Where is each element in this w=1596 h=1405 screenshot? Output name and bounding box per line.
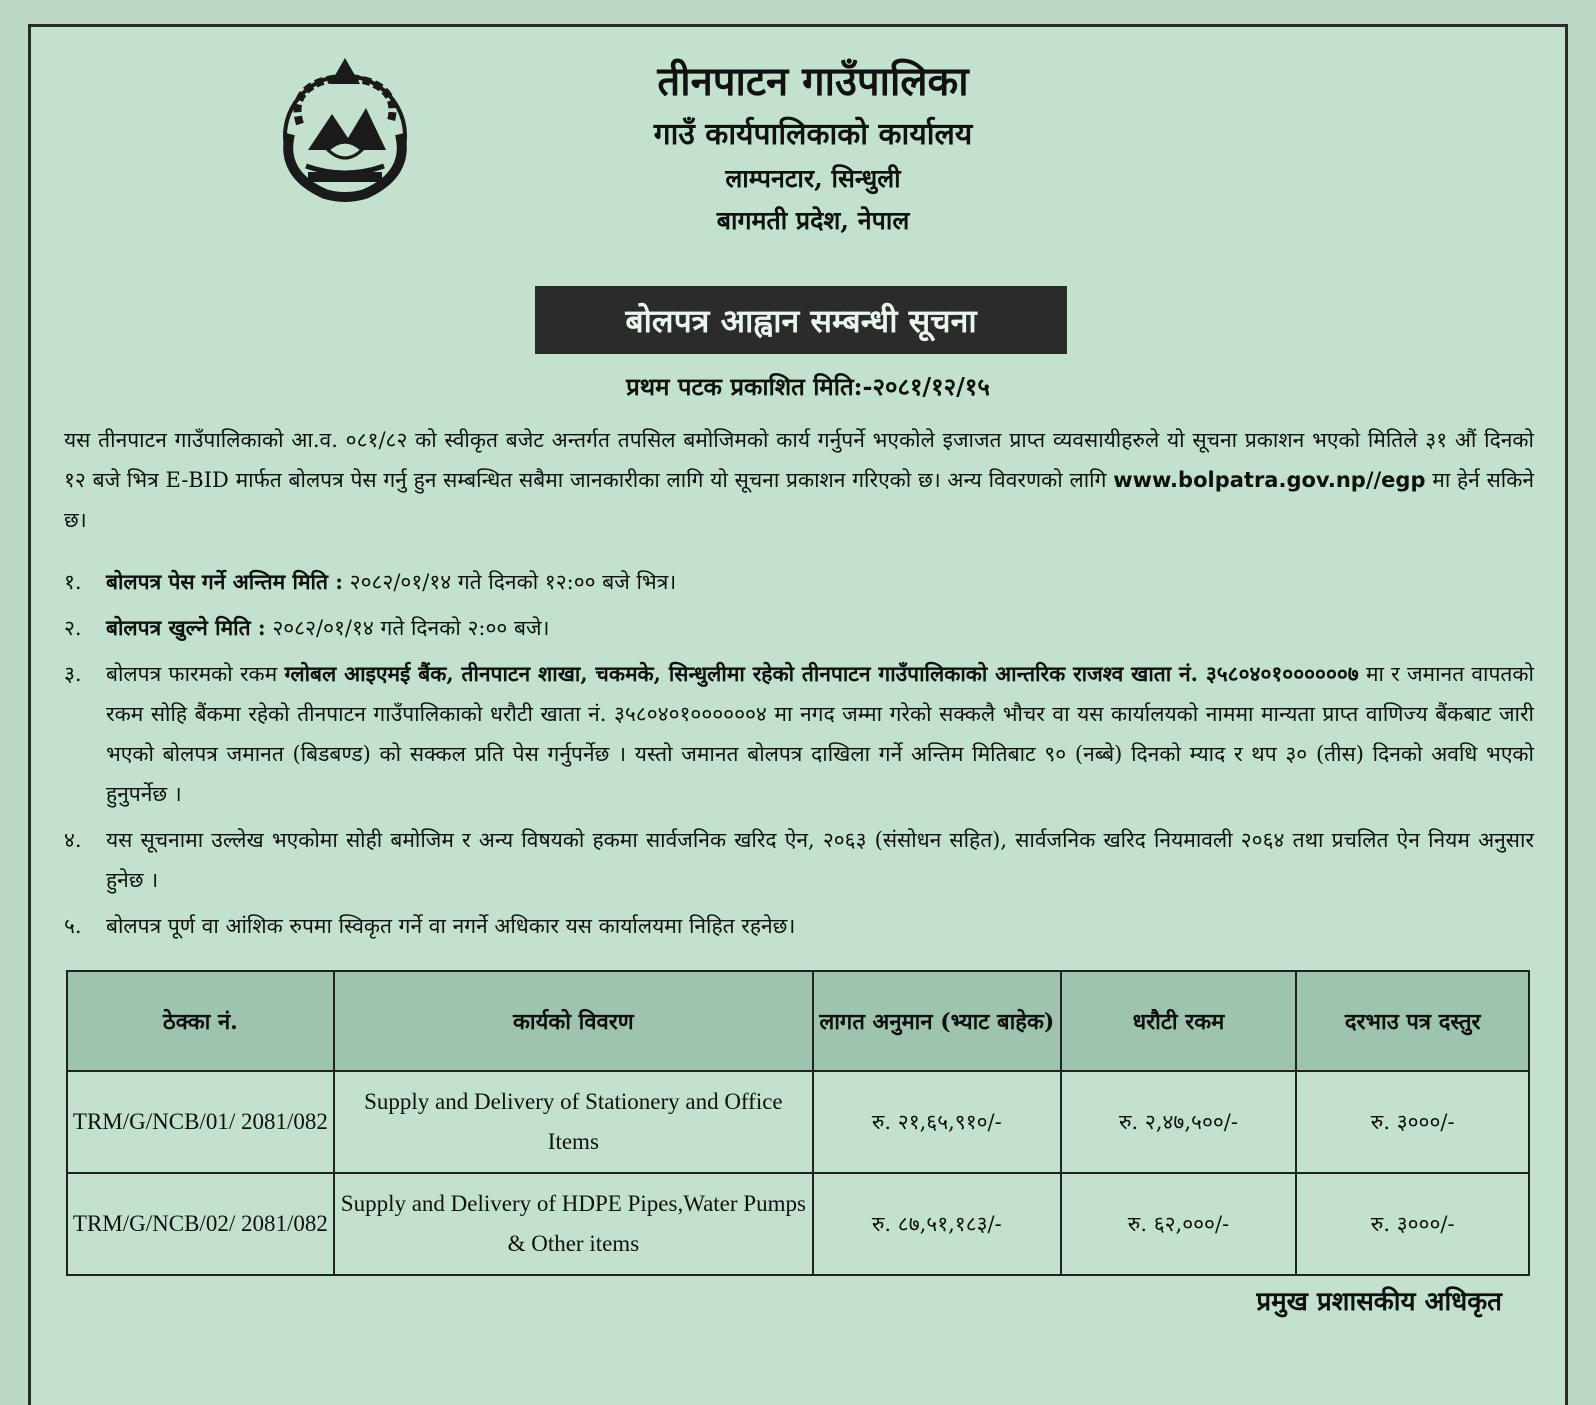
tender-table [66,970,1530,1276]
table-header-row [67,971,1529,1071]
item-text: यस सूचनामा उल्लेख भएकोमा सोही बमोजिम र अन्य विषयको हकमा सार्वजनिक खरिद ऐन, २०६३ (संसोधन सहित), सार्वजनिक खरिद नियमावली २०६४ तथा प्रचलित ऐन नियम अनुसार हुनेछ । [106,828,1534,892]
item-label: बोलपत्र खुल्ने मिति : [106,615,266,640]
header [0,52,1596,242]
item-bold-account: ग्लोबल आइएमई बैंक, तीनपाटन शाखा, चकमके, सिन्धुलीमा रहेको तीनपाटन गाउँपालिकाको आन्तरिक राजश्व खाता नं. ३५८०४०१००००००७ [284,661,1359,686]
cell-estimate: रु. २१,६५,९१०/- [813,1071,1061,1173]
list-item [64,608,1534,648]
website-link[interactable]: www.bolpatra.gov.np//egp [1113,468,1426,492]
header-deposit: धरौटी रकम [1061,971,1297,1071]
list-item [64,820,1534,900]
item-text-a: बोलपत्र फारमको रकम [106,662,278,686]
item-number: ५. [64,914,82,938]
intro-suffix: मा हेर्न सकिने छ। [64,468,1534,532]
item-text: २०८२/०१/१४ गते दिनको १२:०० बजे भित्र। [349,570,677,594]
list-item [64,654,1534,814]
header-description: कार्यको विवरण [334,971,813,1071]
cell-contract: TRM/G/NCB/02/ 2081/082 [67,1173,334,1275]
cell-fee: रु. ३०००/- [1296,1071,1529,1173]
cell-estimate: रु. ८७,५१,१८३/- [813,1173,1061,1275]
cell-deposit: रु. २,४७,५००/- [1061,1071,1297,1173]
item-number: १. [64,570,82,594]
list-item [64,906,1534,946]
header-contract-no: ठेक्का नं. [67,971,334,1071]
cell-description: Supply and Delivery of Stationery and Office Items [334,1071,813,1173]
org-name: तीनपाटन गाउँपालिका [657,58,969,105]
table-row [67,1173,1529,1275]
org-office: गाउँ कार्यपालिकाको कार्यालय [653,117,973,152]
list-item [64,562,1534,602]
cell-contract: TRM/G/NCB/01/ 2081/082 [67,1071,334,1173]
org-province: बागमती प्रदेश, नेपाल [716,206,910,235]
intro-paragraph [64,420,1534,540]
cell-description: Supply and Delivery of HDPE Pipes,Water Pumps & Other items [334,1173,813,1275]
item-number: २. [64,616,82,640]
intro-text: यस तीनपाटन गाउँपालिकाको आ.व. ०८१/८२ को स्वीकृत बजेट अन्तर्गत तपसिल बमोजिमको कार्य गर्नुपर्ने भएकोले इजाजत प्राप्त व्यवसायीहरुले यो सूचना प्रकाशन भएको मितिले ३१ औं दिनको १२ बजे भित्र E-BID मार्फत बोलपत्र पेस गर्नु हुन सम्बन्धित सबैमा जानकारीका लागि यो सूचना प्रकाशन गरिएको छ। अन्य विवरणको लागि [64,428,1534,492]
cell-fee: रु. ३०००/- [1296,1173,1529,1275]
signature: प्रमुख प्रशासकीय अधिकृत [1256,1287,1502,1317]
notice-title: बोलपत्र आह्वान सम्बन्धी सूचना [535,286,1067,354]
header-cost-estimate: लागत अनुमान (भ्याट बाहेक) [813,971,1061,1071]
table-row [67,1071,1529,1173]
header-document-fee: दरभाउ पत्र दस्तुर [1296,971,1529,1071]
item-text: बोलपत्र पूर्ण वा आंशिक रुपमा स्विकृत गर्ने वा नगर्ने अधिकार यस कार्यालयमा निहित रहनेछ। [106,914,796,938]
item-label: बोलपत्र पेस गर्ने अन्तिम मिति : [106,569,343,594]
publish-date: प्रथम पटक प्रकाशित मिति:-२०८१/१२/१५ [626,372,990,401]
cell-deposit: रु. ६२,०००/- [1061,1173,1297,1275]
notice-items [64,562,1534,952]
org-address: लाम्पनटार, सिन्धुली [725,164,901,193]
item-number: ३. [64,662,82,686]
item-number: ४. [64,828,82,852]
item-text: २०८२/०१/१४ गते दिनको २:०० बजे। [272,616,550,640]
item-text-b: मा र जमानत वापतको रकम सोहि बैंकमा रहेको तीनपाटन गाउँपालिकाको धरौटी खाता नं. ३५८०४०१००००००४ मा नगद जम्मा गरेको सक्कलै भौचर वा यस कार्यालयको नाममा मान्यता प्राप्त वाणिज्य बैंकबाट जारी भएको बोलपत्र जमानत (बिडबण्ड) को सक्कल प्रति पेस गर्नुपर्नेछ । यस्तो जमानत बोलपत्र दाखिला गर्ने अन्तिम मितिबाट ९० (नब्बे) दिनको म्याद र थप ३० (तीस) दिनको अवधि भएको हुनुपर्नेछ । [106,662,1534,806]
